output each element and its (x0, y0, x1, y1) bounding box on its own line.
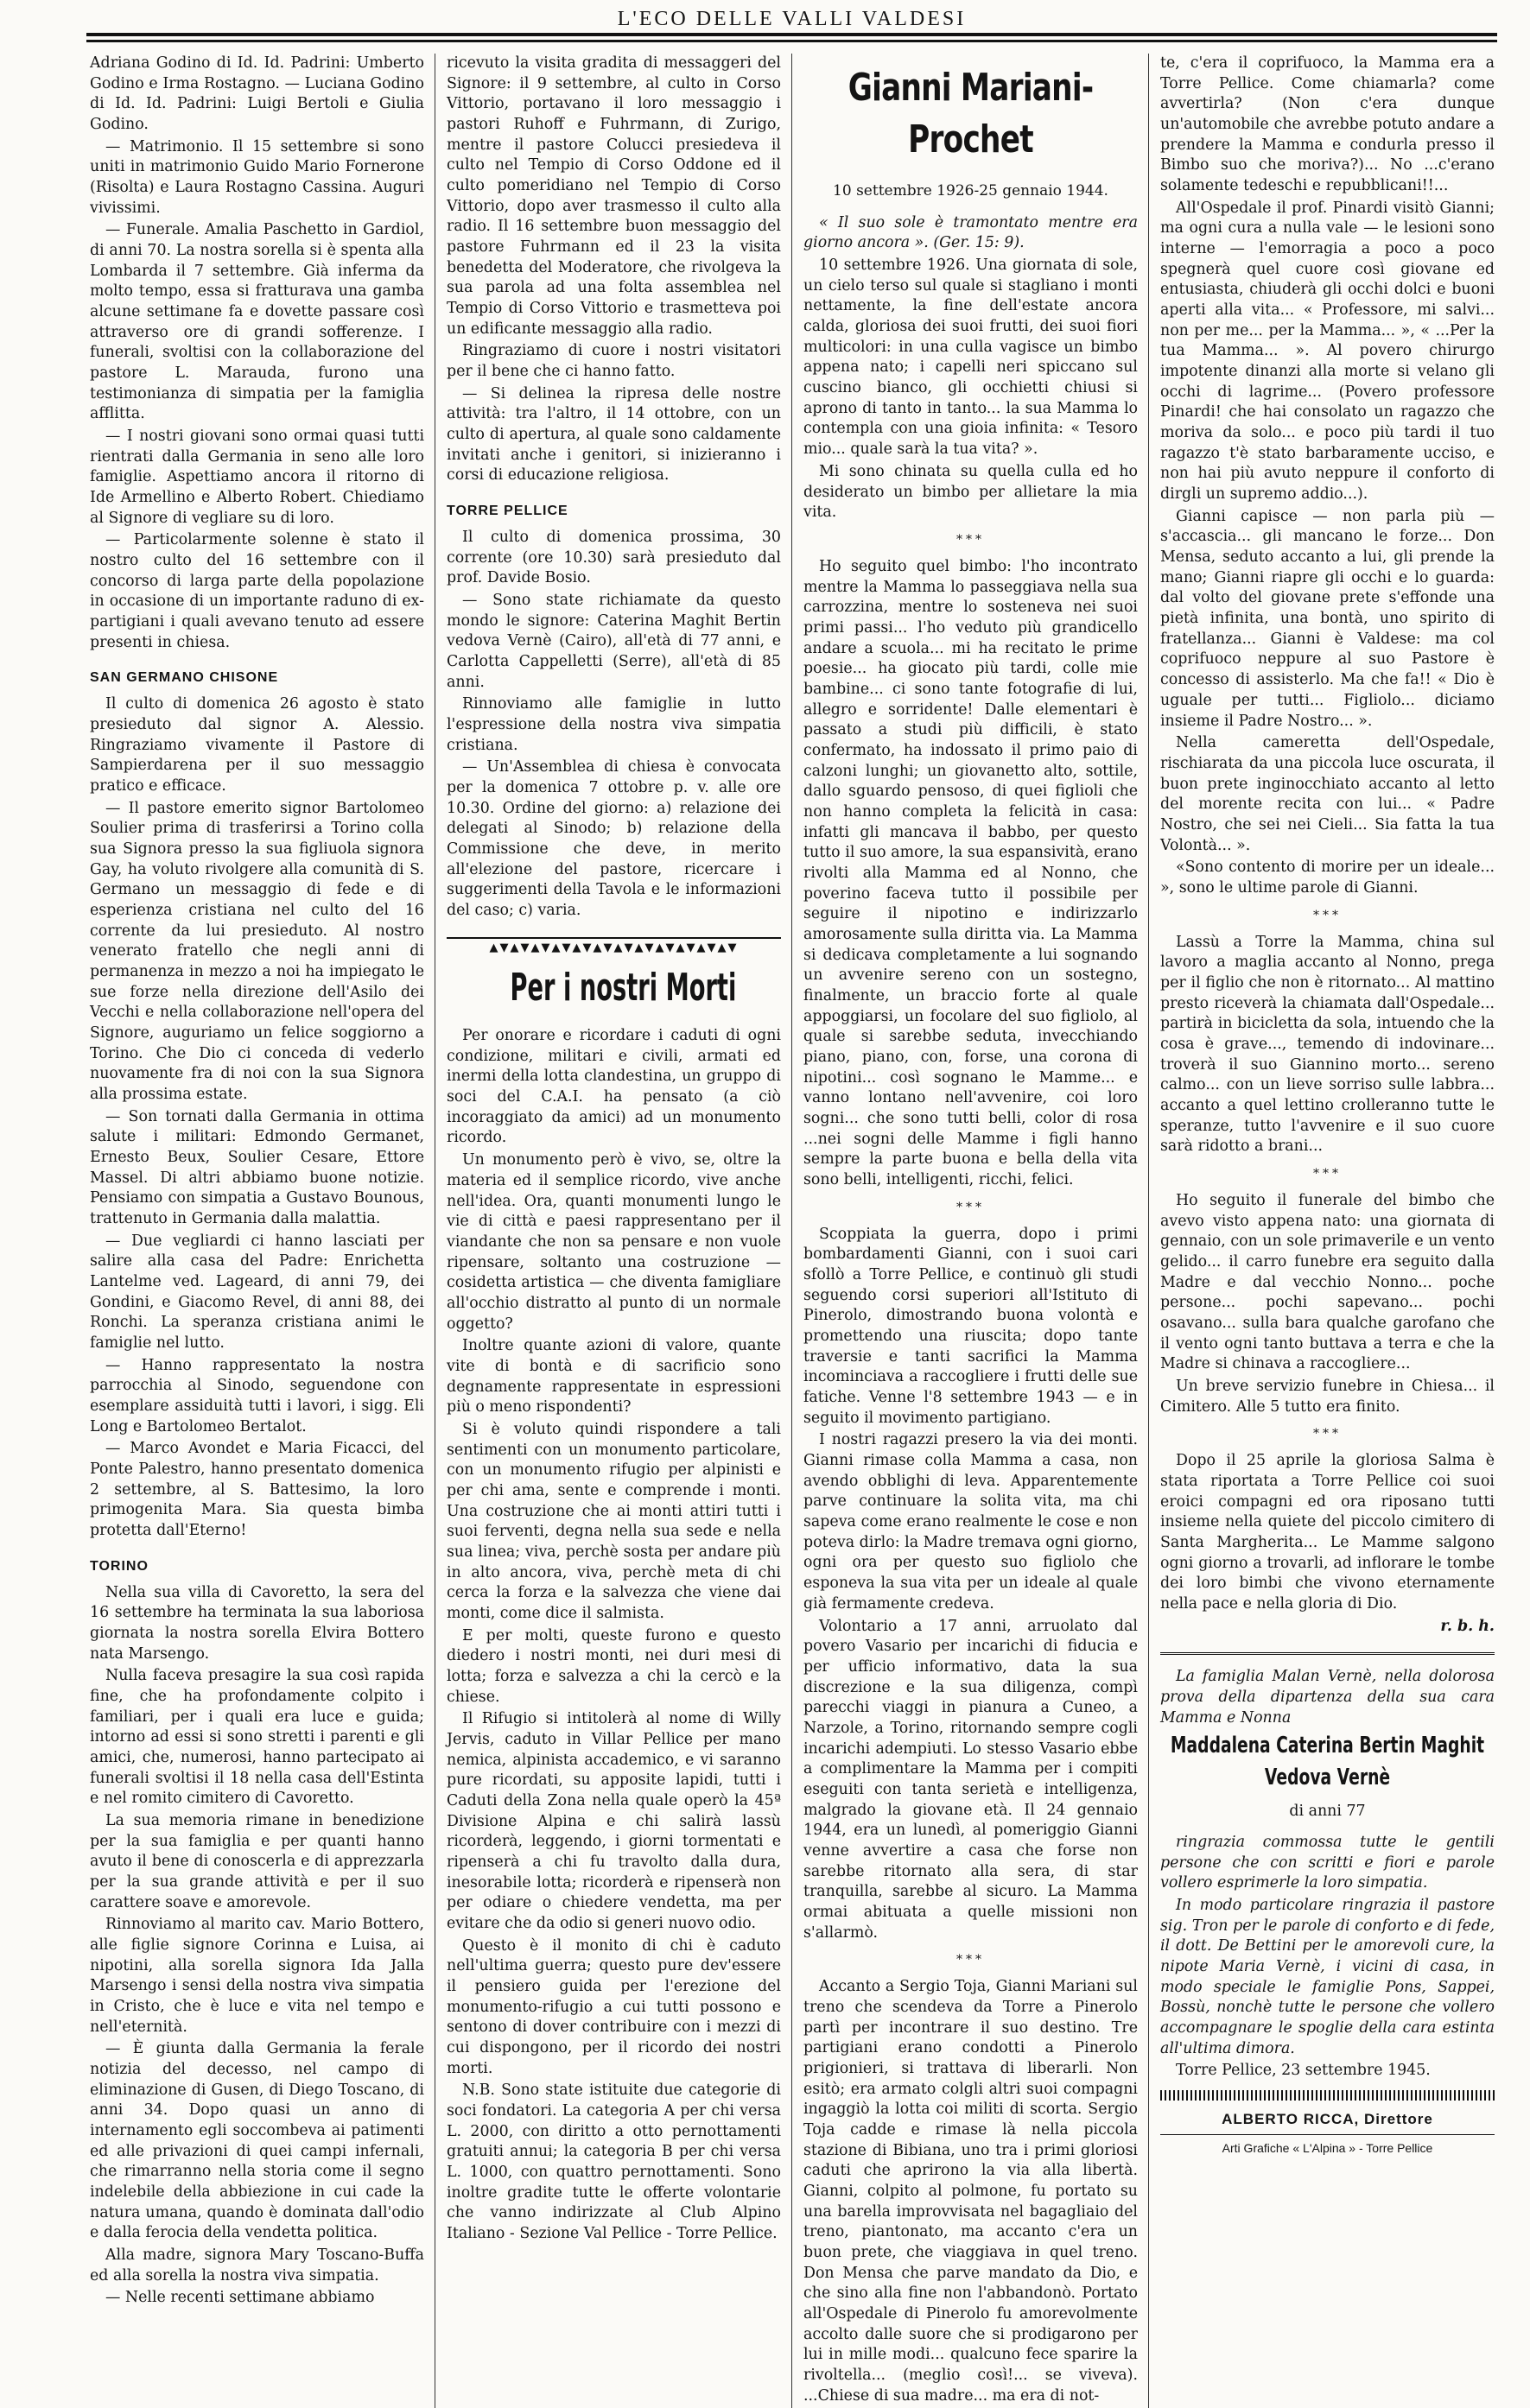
paragraph: Un breve servizio funebre in Chiesa... il Cimitero. Alle 5 tutto era finito. (1160, 1378, 1495, 1416)
paragraph: Per onorare e ricordare i caduti di ogni condizione, militari e civili, armati ed inermi della lotta clandestina, un gruppo di soci del C.A.I. ha pensato (a ciò incoraggiato da amici) ad un monumento ricordo. (447, 1027, 781, 1147)
editor-credit: ALBERTO RICCA, Direttore (1222, 2111, 1433, 2127)
paragraph: All'Ospedale il prof. Pinardi visitò Gianni; ma ogni cura a nulla vale — le lesioni sono interne — l'emorragia a poco a poco spegnerà quel cuore così giovane ed entusiasta, chiuderà gli occhi dolci e buoni aperti alla vita... « Professore, mi salvi... non per me... per la Mamma... », « ...Per la tua Mamma... ». Al povero chirurgo impotente dinanzi alla morte si velano gli occhi di lagrime... (Povero professore Pinardi! che hai consolato un ragazzo che moriva da solo... e poco più tardi il tuo ragazzo t'è stato barbaramente ucciso, e non hai più avuto neppure il conforto di dirgli un supremo addio...). (1160, 199, 1495, 504)
section-stars: *** (956, 532, 985, 547)
section-heading: SAN GERMANO CHISONE (90, 670, 279, 686)
paragraph: Inoltre quante azioni di valore, quante vite di bontà e di sacrificio sono degnamente rappresentate in espressioni più o meno rispondenti? (447, 1337, 781, 1416)
notice-name: Maddalena Caterina Bertin Maghit (1170, 1733, 1485, 1759)
paragraph: Volontario a 17 anni, arruolato dal povero Vasario per incarichi di fiducia e per ufficio informativo, data la sua discrezione e la sua diligenza, compì parecchi viaggi in pianura a Cuneo, a Narzole, a Torino, ritornando sempre cogli incarichi adempiuti. Lo stesso Vasario ebbe a complimentare la Mamma per i compiti eseguiti con tanta serietà e intelligenza, malgrado la giovane età. Il 24 gennaio 1944, era un lunedì, al pomeriggio Gianni venne avvertire a casa che forse non sarebbe ritornato alla sera, di star tranquilla, sarebbe al sicuro. La Mamma ormai abituata a quelle missioni non s'allarmò. (803, 1617, 1138, 1942)
notice-name: Vedova Vernè (1264, 1764, 1391, 1790)
paragraph: E per molti, queste furono e questo diedero i nostri monti, nei duri mesi di lotta; forza e salvezza a chi la cercò e la chiese. (447, 1626, 781, 1706)
printer-credit: Arti Grafiche « L'Alpina » - Torre Pellice (1160, 2134, 1495, 2157)
paragraph: ricevuto la visita gradita di messaggeri del Signore: il 9 settembre, al culto in Corso Vittorio, portavano il loro messaggio i pastori Ruhoff e Fuhrmann, di Zurigo, mentre il pastore Colucci presiedeva il culto nel Tempio di Corso Oddone ed il culto pomeridiano nel Tempio di Corso Vittorio, dopo aver trasmesso il culto alla radio. Il 16 settembre buon messaggio del pastore Fuhrmann ed il 23 la visita benedetta del Moderatore, che rivolgeva la sua parola ad una folta assemblea nel Tempio di Corso Vittorio e trasmetteva poi un edificante messaggio alla radio. (447, 54, 781, 338)
paragraph: Ringraziamo di cuore i nostri visitatori per il bene che ci hanno fatto. (447, 342, 781, 381)
masthead-rule (86, 40, 1497, 42)
masthead-bar (86, 0, 1497, 36)
triangle-divider: ▲▼▲▼▲▼▲▼▲▼▲▼▲▼▲▼▲▼▲▼▲▼▲▼ (447, 937, 781, 956)
paragraph: — Son tornati dalla Germania in ottima salute i militari: Edmondo Germanet, Ernesto Beux, Soulier Cesare, Ettore Massel. Di altri abbiamo buone notizie. Pensiamo con simpatia a Gustavo Bounous, trattenuto in Germania dalla malattia. (90, 1107, 424, 1228)
paragraph: — Matrimonio. Il 15 settembre si sono uniti in matrimonio Guido Mario Fornerone (Risolta) e Laura Rostagno Cassina. Auguri vivissimi. (90, 137, 424, 217)
paragraph: — Hanno rappresentato la nostra parrocchia al Sinodo, seguendone con esemplare assiduità tutti i lavori, i sigg. Eli Long e Bartolomeo Bertalot. (90, 1356, 424, 1435)
column-4 (1157, 54, 1498, 2408)
paragraph: Lassù a Torre la Mamma, china sul lavoro a maglia accanto al Nonno, prega per il figlio che non è ritornato... Al mattino presto riceverà la chiamata dall'Ospedale... partirà in bicicletta da sola, intuendo che la cosa è grave..., temendo di indovinare... troverà il suo Giannino morto... sereno calmo... con un lieve sorriso sulle labbra... accanto a quel lettino crolleranno tutte le speranze, tutto l'avvenire e il suo cuore sarà ridotto a brani... (1160, 933, 1495, 1156)
paragraph: — Particolarmente solenne è stato il nostro culto del 16 settembre con il concorso di larga parte della popolazione in occasione di un importante raduno di ex-partigiani i quali avevano tenuto ad essere presenti in chiesa. (90, 531, 424, 651)
paragraph: — Un'Assemblea di chiesa è convocata per la domenica 7 ottobre p. v. alle ore 10.30. Ordine del giorno: a) relazione dei delegati al Sinodo; b) relazione della Commissione che deve, in merito all'elezione del pastore, ricercare i suggerimenti della Tavola e le informazioni del caso; c) varia. (447, 758, 781, 919)
columns (86, 54, 1497, 2405)
section-stars: *** (956, 1953, 985, 1968)
author-signature: r. b. h. (1440, 1617, 1495, 1635)
article-dates: 10 settembre 1926-25 gennaio 1944. (833, 181, 1108, 200)
paragraph: «Sono contento di morire per un ideale... », sono le ultime parole di Gianni. (1160, 859, 1495, 897)
paragraph: — Si delinea la ripresa delle nostre attività: tra l'altro, il 14 ottobre, con un culto di apertura, al quale sono caldamente invitati anche i genitori, si inizieranno i corsi di educazione religiosa. (447, 384, 781, 485)
paragraph: Accanto a Sergio Toja, Gianni Mariani sul treno che scendeva da Torre a Pinerolo partì per incontrare il suo destino. Tre partigiani erano condotti a Pinerolo prigionieri, si trattava di liberarli. Non esitò; era armato colgli altri suoi compagni ingaggiò la lotta coi militi di scorta. Sergio Toja cadde e rimase là nella piccola stazione di Bibiana, uno tra i primi gloriosi caduti che aprirono la via alla libertà. Gianni, colpito al polmone, fu portato su una barella improvvisata nel bagagliaio del treno, piantonato, ma accanto c'era un buon prete, che viaggiava in quel treno. Don Mensa che parve mandato da Dio, e che sino alla fine non l'abbandonò. Portato all'Ospedale di Pinerolo fu amorevolmente accolto dalle suore che si prodigarono per lui in mille modi... qualcuno fece sparire la rivoltella... (meglio così!... se viveva). ...Chiese di sua madre... ma era di not- (803, 1978, 1138, 2405)
notice-body: ringrazia commossa tutte le gentili persone che con scritti e fiori e parole vollero esprimerle la loro simpatia. (1160, 1833, 1495, 1892)
paragraph: Ho seguito il funerale del bimbo che avevo visto appena nato: una giornata di gennaio, con un sole primaverile e un vento gelido... il carro funebre era seguito dalla Madre e dal vecchio Nonno... poche persone... pochi sapevano... pochi osavano... sulla bara qualche garofano che il vento ogni tanto buttava a terra e che la Madre si chinava a raccogliere... (1160, 1192, 1495, 1373)
paragraph: — Nelle recenti settimane abbiamo (105, 2289, 375, 2307)
paragraph: Nella cameretta dell'Ospedale, rischiarata da una piccola luce oscurata, il buon prete inginocchiato accanto al letto del morente recita con lui... « Padre Nostro, che sei nei Cieli... Sia fatta la tua Volontà... ». (1160, 734, 1495, 854)
epigraph-quote: « Il suo sole è tramontato mentre era giorno ancora ». (Ger. 15: 9). (803, 213, 1138, 252)
paragraph: — Marco Avondet e Maria Ficacci, del Ponte Palestro, hanno presentato domenica 2 settembre, al S. Battesimo, la loro primogenita Mara. Sia questa bimba protetta dall'Eterno! (90, 1440, 424, 1540)
paragraph: — Il pastore emerito signor Bartolomeo Soulier prima di trasferirsi a Torino colla sua Signora presso la sua figliuola signora Gay, ha voluto rivolgere alla comunità di S. Germano un messaggio di fede e di esperienza cristiana nel culto del 16 corrente da lui presieduto. Al nostro venerato fratello che negli anni di permanenza in mezzo a noi ha impiegato le sue forze nella direzione dell'Asilo dei Vecchi e nella collaborazione nell'opera del Signore, auguriamo un felice soggiorno a Torino. Che Dio ci conceda di vederlo nuovamente fra di noi con la sua Signora alla prossima estate. (90, 799, 424, 1103)
paragraph: Alla madre, signora Mary Toscano-Buffa ed alla sorella la nostra viva simpatia. (90, 2246, 424, 2284)
paragraph: Gianni capisce — non parla più — s'accascia... gli mancano le forze... Don Mensa, seduto accanto a lui, gli prende la mano; Gianni riapre gli occhi e lo guarda: dal volto del giovane prete s'effonde una pietà infinita, una bontà, uno spirito di fratellanza... Gianni è Valdese: ma col coprifuoco neppure al suo Pastore è concesso di assisterlo. Ma che fa!! « Dio è uguale per tutti... Figliolo... diciamo insieme il Padre Nostro... ». (1160, 507, 1495, 730)
section-stars: *** (1313, 1166, 1342, 1181)
paragraph: Dopo il 25 aprile la gloriosa Salma è stata riportata a Torre Pellice coi suoi eroici compagni ed ora riposano tutti insieme nella quiete del piccolo cimitero di Santa Margherita... Le Mamme salgono ogni giorno a trovarli, ad inflorare le tombe dei loro bimbi che vivono eternamente nella pace e nella gloria di Dio. (1160, 1452, 1495, 1613)
paragraph: Adriana Godino di Id. Id. Padrini: Umberto Godino e Irma Rostagno. — Luciana Godino di Id. Id. Padrini: Luigi Bertoli e Giulia Godino. (90, 54, 424, 134)
paragraph: Rinnoviamo al marito cav. Mario Bottero, alle figlie signore Corinna e Luisa, ai nipotini, alla sorella signora Ida Jalla Marsengo i sensi della nostra viva simpatia in Cristo, che è luce e vita nel tempo e nell'eternità. (90, 1916, 424, 2036)
paragraph: Il culto di domenica 26 agosto è stato presieduto dal signor A. Alessio. Ringraziamo vivamente il Pastore di Sampierdarena per il suo messaggio pratico e efficace. (90, 695, 424, 795)
section-heading: TORRE PELLICE (447, 504, 568, 519)
paragraph: — Sono state richiamate da questo mondo le signore: Caterina Maghit Bertin vedova Vernè (Cairo), all'età di 77 anni, e Carlotta Cappelletti (Serre), all'età di 85 anni. (447, 591, 781, 691)
paragraph: Questo è il monito di chi è caduto nell'ultima guerra; questo pure dev'essere il pensiero guida per l'erezione del monumento-rifugio a cui tutti possono e sentono di dover contribuire con i mezzi di cui dispongono, per il ricordo dei nostri morti. (447, 1936, 781, 2077)
paragraph: te, c'era il coprifuoco, la Mamma era a Torre Pellice. Come chiamarla? come avvertirla? (Non c'era dunque un'automobile che avrebbe potuto andare a prendere la Mamma e condurla presso il Bimbo suo che moriva?)... No ...c'erano solamente tedeschi e repubblicani!!... (1160, 54, 1495, 195)
column-1 (86, 54, 428, 2408)
notice-body: In modo particolare ringrazia il pastore sig. Tron per le parole di conforto e di fede, il dott. De Bettini per le amorevoli cure, la nipote Maria Vernè, i vicini di casa, in modo speciale le famiglie Pons, Sappei, Bossù, nonchè tutte le persone che vollero accompagnare le spoglie della cara estinta all'ultima dimora. (1160, 1896, 1495, 2057)
paragraph: Rinnoviamo alle famiglie in lutto l'espressione della nostra viva simpatia cristiana. (447, 695, 781, 754)
article-title: Gianni Mariani-Prochet (848, 66, 1094, 162)
paragraph: Il culto di domenica prossima, 30 corrente (ore 10.30) sarà presieduto dal prof. Davide Bosio. (447, 528, 781, 587)
section-stars: *** (956, 1200, 985, 1214)
section-stars: *** (1313, 1427, 1342, 1442)
paragraph: Un monumento però è vivo, se, oltre la materia ed il semplice ricordo, vive anche nell'idea. Ora, quanti monumenti lungo le vie di città e paesi rappresentano per il viandante che non sa pensare e non vuole ripensare, soltanto una costruzione — cosidetta artistica — che diventa famigliare all'occhio distratto al punto di un normale oggetto? (447, 1151, 781, 1333)
paragraph: Ho seguito quel bimbo: l'ho incontrato mentre la Mamma lo passeggiava nella sua carrozzina, mentre lo sosteneva nei suoi primi passi... l'ho veduto più grandicello andare a scuola... mi ha recitato le prime poesie... ha giocato più tardi, colle mie bambine... ci sono tante fotografie di lui, allegro e sorridente! Dalle elementari è passato a studi più difficili, è stato confermato, ha indossato il primo paio di calzoni lunghi; un giovanetto alto, sottile, dallo sguardo pensoso, di quei figlioli che non hanno completa la felicità in casa: infatti gli mancava il babbo, per questo tutto il suo amore, la sua espansività, erano rivolti alla Mamma ed al Nonno, che poverino faceva tutto il possibile per seguire il nipotino e indirizzarlo amorosamente sulla diritta via. La Mamma si dedicava completamente a lui sognando un avvenire sereno con un sostegno, finalmente, un braccio forte al quale appoggiarsi, un focolare del suo figliolo, al quale si sarebbe seduta, invecchiando piano, piano, con, forse, una corona di nipotini... così sognano le Mamme... e vanno lontano nell'avvenire, coi loro sogni... che sono tutti belli, color di rosa ...nei sogni delle Mamme i figli hanno sempre la parte buona e bella della vita sono belli, intelligenti, ricchi, felici. (803, 557, 1138, 1189)
paragraph: — È giunta dalla Germania la ferale notizia del decesso, nel campo di eliminazione di Gusen, di Diego Toscano, di anni 34. Dopo quasi un anno di internamento egli soccombeva ai patimenti ed alle privazioni di quei campi infernali, che rimarranno nella storia come il segno indelebile della abbiezione in cui cade la natura umana, quando è dominata dall'odio e dalla ferocia della vendetta politica. (90, 2040, 424, 2242)
paragraph: I nostri ragazzi presero la via dei monti. Gianni rimase colla Mamma a casa, non avendo obblighi di leva. Apparentemente parve continuare la solita vita, ma chi sapeva come erano realmente le cose e non poteva dirlo: la Madre tremava ogni giorno, ogni ora per questo suo figliolo che esponeva la sua vita per un ideale al quale già fermamente credeva. (803, 1431, 1138, 1613)
paragraph: Scoppiata la guerra, dopo i primi bombardamenti Gianni, con i suoi cari sfollò a Torre Pellice, e continuò gli studi seguendo corsi superiori all'Istituto di Pinerolo, dimostrando buona volontà e promettendo una riuscita; dopo tante traversie e tanti sacrifici la Mamma incominciava a raccogliere i frutti delle sue fatiche. Venne l'8 settembre 1943 — e in seguito il movimento partigiano. (803, 1225, 1138, 1427)
paragraph: Mi sono chinata su quella culla ed ho desiderato un bimbo per allietare la mia vita. (803, 462, 1138, 522)
paragraph: N.B. Sono state istituite due categorie di soci fondatori. La categoria A per chi versa L. 2000, con diritto a otto pernottamenti gratuiti annui; la categoria B per chi versa L. 1000, con quattro pernottamenti. Sono inoltre gradite tutte le offerte volontarie che vanno indirizzate al Club Alpino Italiano - Sezione Val Pellice - Torre Pellice. (447, 2082, 781, 2243)
notice-age: di anni 77 (1289, 1803, 1366, 1821)
masthead-title: L'ECO DELLE VALLI VALDESI (617, 8, 967, 30)
notice-date: Torre Pellice, 23 settembre 1945. (1176, 2062, 1431, 2080)
paragraph: — Funerale. Amalia Paschetto in Gardiol, di anni 70. La nostra sorella si è spenta alla Lombarda il 7 settembre. Già inferma da molto tempo, essa si fratturava una gamba alcune settimane fa e dovette passare così attraverso ore di grandi sofferenze. I funerali, svoltisi con la collaborazione del pastore L. Marauda, furono una testimonianza di simpatia per la famiglia afflitta. (90, 221, 424, 423)
column-2 (443, 54, 784, 2408)
section-stars: *** (1313, 908, 1342, 922)
paragraph: Nulla faceva presagire la sua così rapida fine, che ha profondamente colpito i familiari, per i quali era luce e guida; intorno ad essi si sono stretti i parenti e gli amici, che, numerosi, hanno partecipato ai funerali svoltisi il 18 nella casa dell'Estinta e nel romito cimitero di Cavoretto. (90, 1667, 424, 1808)
section-heading: TORINO (90, 1558, 149, 1574)
paragraph: Si è voluto quindi rispondere a tali sentimenti con un monumento particolare, con un monumento rifugio per alpinisti e per chi ama, sente e comprende i monti. Una costruzione che ai monti attiri tutti i suoi ferventi, degna nella sua sede e nella sua linea; viva, perchè sosta per andare più in alto ancora, viva, perchè meta di chi cerca la forza e la salvezza che viene dai monti, come dice il salmista. (447, 1420, 781, 1622)
hatched-divider (1160, 2090, 1495, 2101)
paragraph: La sua memoria rimane in benedizione per la sua famiglia e per quanti hanno avuto il bene di conoscerla e di apprezzarla per la sua grande attività e per il suo carattere soave e amorevole. (90, 1811, 424, 1911)
paragraph: — I nostri giovani sono ormai quasi tutti rientrati dalla Germania in seno alle loro famiglie. Aspettiamo ancora il ritorno di Ide Armellino e Alberto Robert. Chiediamo al Signore di vegliare su di loro. (90, 428, 424, 527)
article-title: Per i nostri Morti (510, 966, 737, 1011)
paragraph: 10 settembre 1926. Una giornata di sole, un cielo terso sul quale si stagliano i monti nettamente, la fine dell'estate ancora calda, gloriosa dei suoi frutti, dei suoi fiori multicolori: in una culla vagisce un bimbo appena nato; i capelli neri spiccano sul cuscino bianco, gli occhietti chiusi si aprono di tanto in tanto... la sua Mamma lo contempla con una gioia infinita: « Tesoro mio... quale sarà la tua vita? ». (803, 257, 1138, 459)
paragraph: Il Rifugio si intitolerà al nome di Willy Jervis, caduto in Villar Pellice per mano nemica, alpinista accademico, e vi saranno pure ricordati, su apposite lapidi, tutti i Caduti della Zona nella quale operò la 45ª Divisione Alpina e chi salirà lassù ricorderà, leggendo, i giorni tormentati e ripenserà a chi fu travolto dalla dura, inesorabile lotta; ricorderà e ripenserà non per odiare o chiedere vendetta, ma per evitare che da odio si generi nuovo odio. (447, 1710, 781, 1933)
notice-intro: La famiglia Malan Vernè, nella dolorosa prova della dipartenza della sua cara Mamma e Nonna (1160, 1668, 1495, 1727)
paragraph: — Due vegliardi ci hanno lasciati per salire alla casa del Padre: Enrichetta Lantelme ved. Lageard, di anni 79, dei Gondini, e Giacomo Revel, di anni 88, dei Ronchi. La speranza cristiana animi le famiglie nel lutto. (90, 1232, 424, 1353)
paragraph: Nella sua villa di Cavoretto, la sera del 16 settembre ha terminata la sua laboriosa giornata la nostra sorella Elvira Bottero nata Marsengo. (90, 1583, 424, 1663)
double-rule (1160, 1652, 1495, 1655)
column-3 (800, 54, 1141, 2408)
